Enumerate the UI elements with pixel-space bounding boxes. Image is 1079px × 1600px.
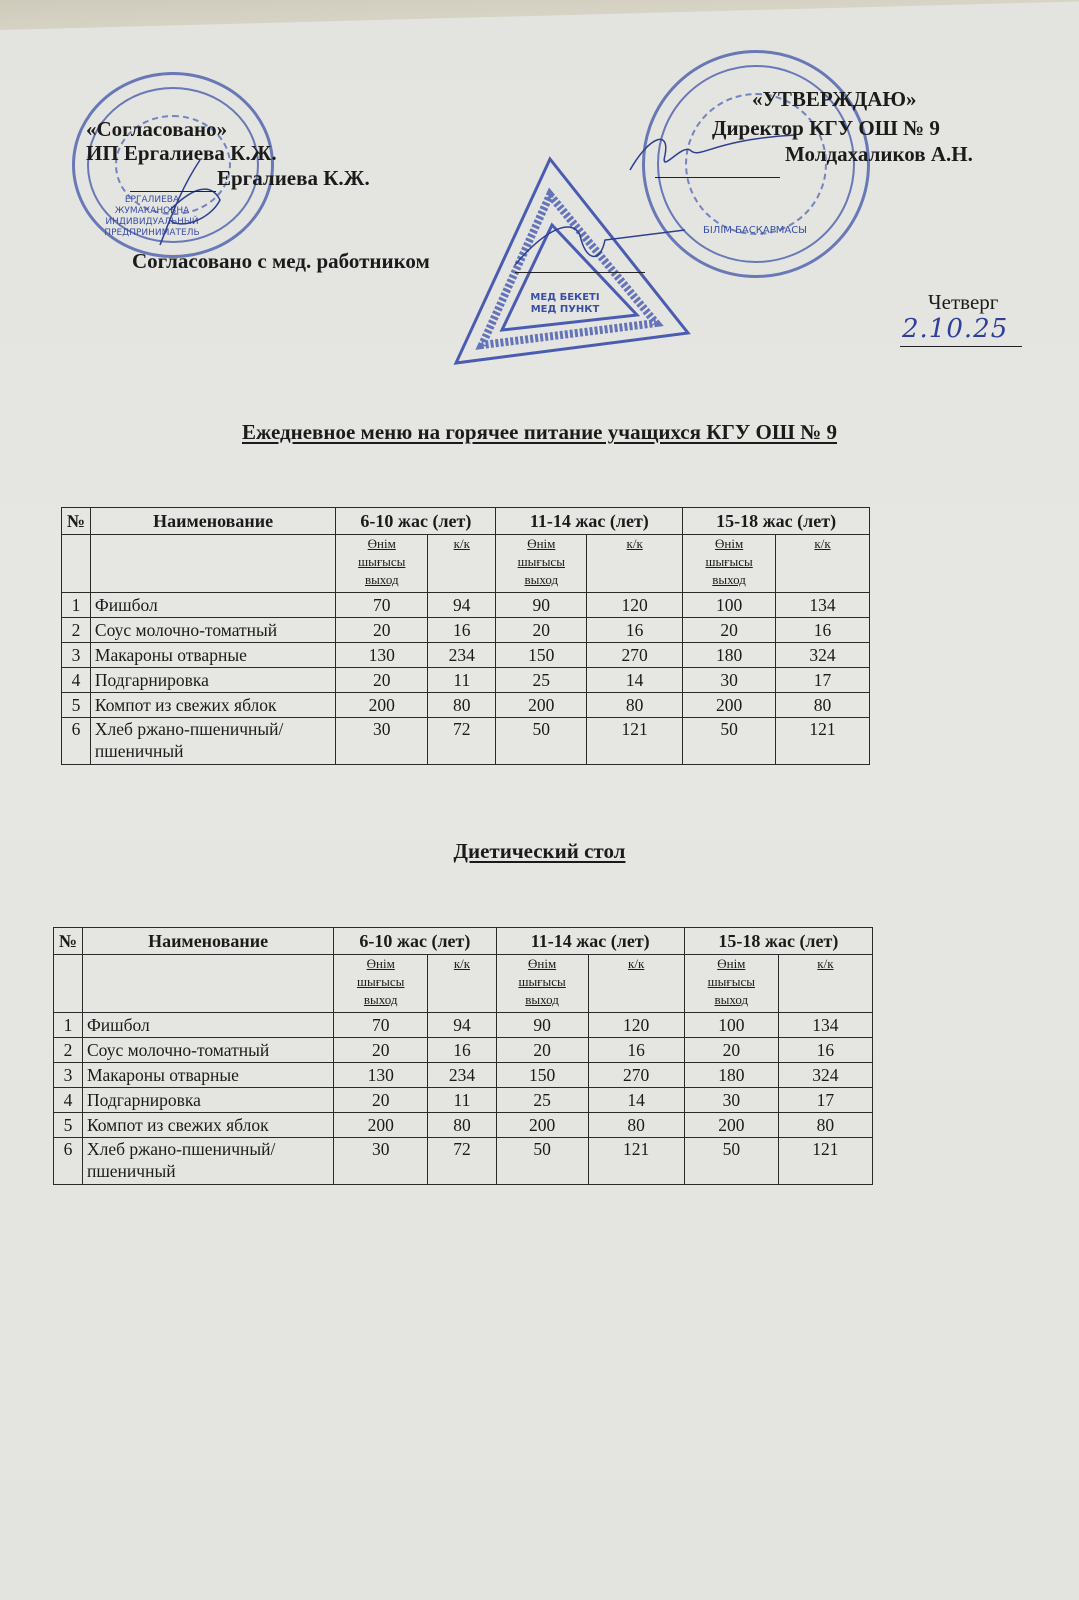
ip-signature-line: [130, 191, 216, 192]
kcal-value: 234: [428, 1063, 496, 1088]
output-value: 20: [496, 618, 587, 643]
output-value: 150: [496, 1063, 588, 1088]
med-signature-line: [515, 272, 645, 273]
col-kk: к/к: [588, 955, 684, 1013]
kcal-value: 16: [588, 1038, 684, 1063]
dish-name: Хлеб ржано-пшеничный/пшеничный: [82, 1138, 333, 1185]
kcal-value: 16: [776, 618, 870, 643]
output-value: 50: [496, 718, 587, 765]
kcal-value: 234: [428, 643, 496, 668]
output-value: 150: [496, 643, 587, 668]
kcal-value: 80: [776, 693, 870, 718]
kcal-value: 134: [776, 593, 870, 618]
output-value: 25: [496, 668, 587, 693]
output-value: 30: [683, 668, 776, 693]
output-value: 50: [496, 1138, 588, 1185]
agreed-label: «Согласовано»: [86, 117, 228, 141]
kcal-value: 80: [587, 693, 683, 718]
row-number: 4: [54, 1088, 83, 1113]
output-value: 180: [684, 1063, 778, 1088]
table-row: [62, 593, 870, 618]
col-name: Наименование: [90, 508, 335, 535]
kcal-value: 11: [428, 668, 496, 693]
output-value: 25: [496, 1088, 588, 1113]
date-underline: [900, 346, 1022, 347]
dish-name: Соус молочно-томатный: [90, 618, 335, 643]
header-row: [54, 928, 873, 955]
header-row: [62, 508, 870, 535]
output-value: 100: [684, 1013, 778, 1038]
table-row: [54, 1038, 873, 1063]
table-row: [62, 643, 870, 668]
day-label: Четверг: [928, 290, 999, 314]
table-row: [54, 1088, 873, 1113]
kcal-value: 80: [588, 1113, 684, 1138]
table-row: [62, 693, 870, 718]
kcal-value: 16: [428, 1038, 496, 1063]
kcal-value: 16: [587, 618, 683, 643]
row-number: 5: [54, 1113, 83, 1138]
menu-table: [61, 507, 870, 765]
output-value: 20: [334, 1088, 428, 1113]
diet-table: [53, 927, 873, 1185]
kcal-value: 120: [587, 593, 683, 618]
kcal-value: 17: [778, 1088, 872, 1113]
row-number: 2: [54, 1038, 83, 1063]
output-value: 90: [496, 593, 587, 618]
row-number: 6: [62, 718, 91, 765]
col-output: Өнім шығысы выход: [334, 955, 428, 1013]
col-group-6-10: 6-10 жас (лет): [336, 508, 496, 535]
col-group-6-10: 6-10 жас (лет): [334, 928, 496, 955]
dish-name: Соус молочно-томатный: [82, 1038, 333, 1063]
row-number: 6: [54, 1138, 83, 1185]
col-kk: к/к: [778, 955, 872, 1013]
output-value: 90: [496, 1013, 588, 1038]
director-name: Молдахаликов А.Н.: [785, 142, 973, 166]
med-stamp-text: [520, 292, 610, 316]
table-row: [54, 1063, 873, 1088]
kcal-value: 120: [588, 1013, 684, 1038]
dish-name: Фишбол: [82, 1013, 333, 1038]
col-group-15-18: 15-18 жас (лет): [683, 508, 870, 535]
kcal-value: 17: [776, 668, 870, 693]
director-position: Директор КГУ ОШ № 9: [712, 116, 940, 140]
kcal-value: 270: [588, 1063, 684, 1088]
table-row: [62, 718, 870, 765]
table-row: [62, 668, 870, 693]
output-value: 130: [334, 1063, 428, 1088]
output-value: 180: [683, 643, 776, 668]
output-value: 200: [684, 1113, 778, 1138]
output-value: 50: [684, 1138, 778, 1185]
col-no: №: [54, 928, 83, 955]
col-kk: к/к: [428, 535, 496, 593]
med-signature: [510, 205, 690, 275]
col-no: №: [62, 508, 91, 535]
kcal-value: 16: [778, 1038, 872, 1063]
kcal-value: 14: [587, 668, 683, 693]
col-name: Наименование: [82, 928, 333, 955]
diet-title-text: Диетический стол: [453, 839, 626, 863]
col-kk: к/к: [776, 535, 870, 593]
ip-signature: [140, 150, 240, 250]
handwritten-date: 2.10.25: [902, 314, 1009, 344]
output-value: 20: [336, 618, 428, 643]
dish-name: Фишбол: [90, 593, 335, 618]
col-output: Өнім шығысы выход: [496, 955, 588, 1013]
output-value: 20: [684, 1038, 778, 1063]
kcal-value: 324: [778, 1063, 872, 1088]
col-output: Өнім шығысы выход: [496, 535, 587, 593]
director-signature-line: [655, 177, 780, 178]
ip-signature-name: Ергалиева К.Ж.: [217, 166, 370, 190]
kcal-value: 121: [587, 718, 683, 765]
kcal-value: 11: [428, 1088, 496, 1113]
ip-name: ИП Ергалиева К.Ж.: [86, 141, 277, 165]
kcal-value: 324: [776, 643, 870, 668]
output-value: 30: [334, 1138, 428, 1185]
row-number: 1: [62, 593, 91, 618]
col-group-11-14: 11-14 жас (лет): [496, 928, 684, 955]
output-value: 20: [334, 1038, 428, 1063]
menu-title-text: Ежедневное меню на горячее питание учащихся КГУ ОШ № 9: [241, 420, 837, 444]
output-value: 200: [683, 693, 776, 718]
kcal-value: 270: [587, 643, 683, 668]
output-value: 30: [684, 1088, 778, 1113]
output-value: 100: [683, 593, 776, 618]
menu-title: [0, 420, 1079, 445]
dish-name: Макароны отварные: [90, 643, 335, 668]
output-value: 130: [336, 643, 428, 668]
output-value: 70: [336, 593, 428, 618]
table-row: [54, 1013, 873, 1038]
output-value: 20: [683, 618, 776, 643]
dish-name: Хлеб ржано-пшеничный/пшеничный: [90, 718, 335, 765]
dish-name: Компот из свежих яблок: [90, 693, 335, 718]
col-kk: к/к: [587, 535, 683, 593]
kcal-value: 80: [778, 1113, 872, 1138]
output-value: 200: [496, 693, 587, 718]
kcal-value: 94: [428, 593, 496, 618]
school-stamp-text: БІЛІМ БАСҚАРМАСЫ: [702, 225, 807, 236]
kcal-value: 14: [588, 1088, 684, 1113]
paper-edge: [0, 0, 1079, 30]
kcal-value: 94: [428, 1013, 496, 1038]
med-stamp-line2: МЕД ПУНКТ: [530, 304, 600, 315]
output-value: 200: [496, 1113, 588, 1138]
kcal-value: 80: [428, 693, 496, 718]
row-number: 1: [54, 1013, 83, 1038]
dish-name: Макароны отварные: [82, 1063, 333, 1088]
output-value: 50: [683, 718, 776, 765]
menu-table-body: [62, 593, 870, 765]
kcal-value: 80: [428, 1113, 496, 1138]
kcal-value: 16: [428, 618, 496, 643]
med-agreed-label: Согласовано с мед. работником: [132, 249, 430, 273]
dish-name: Подгарнировка: [82, 1088, 333, 1113]
col-output: Өнім шығысы выход: [336, 535, 428, 593]
table-row: [62, 618, 870, 643]
row-number: 2: [62, 618, 91, 643]
dish-name: Подгарнировка: [90, 668, 335, 693]
kcal-value: 134: [778, 1013, 872, 1038]
subheader-row: [54, 955, 873, 1013]
output-value: 200: [336, 693, 428, 718]
row-number: 4: [62, 668, 91, 693]
kcal-value: 72: [428, 1138, 496, 1185]
row-number: 5: [62, 693, 91, 718]
col-group-15-18: 15-18 жас (лет): [684, 928, 872, 955]
kcal-value: 121: [776, 718, 870, 765]
output-value: 20: [336, 668, 428, 693]
kcal-value: 121: [588, 1138, 684, 1185]
diet-title: [0, 839, 1079, 864]
col-output: Өнім шығысы выход: [683, 535, 776, 593]
kcal-value: 72: [428, 718, 496, 765]
table-row: [54, 1138, 873, 1185]
row-number: 3: [62, 643, 91, 668]
subheader-row: [62, 535, 870, 593]
dish-name: Компот из свежих яблок: [82, 1113, 333, 1138]
kcal-value: 121: [778, 1138, 872, 1185]
ip-stamp-text: ЕРГАЛИЕВА ЖУМАКАНОВНА ИНДИВИДУАЛЬНЫЙ ПРЕДПРИНИМАТЕЛЬ: [104, 195, 200, 238]
output-value: 20: [496, 1038, 588, 1063]
col-output: Өнім шығысы выход: [684, 955, 778, 1013]
output-value: 70: [334, 1013, 428, 1038]
row-number: 3: [54, 1063, 83, 1088]
approve-label: «УТВЕРЖДАЮ»: [752, 87, 917, 111]
med-stamp-line1: МЕД БЕКЕТІ: [530, 292, 600, 303]
output-value: 200: [334, 1113, 428, 1138]
col-kk: к/к: [428, 955, 496, 1013]
diet-table-body: [54, 1013, 873, 1185]
table-row: [54, 1113, 873, 1138]
col-group-11-14: 11-14 жас (лет): [496, 508, 683, 535]
output-value: 30: [336, 718, 428, 765]
